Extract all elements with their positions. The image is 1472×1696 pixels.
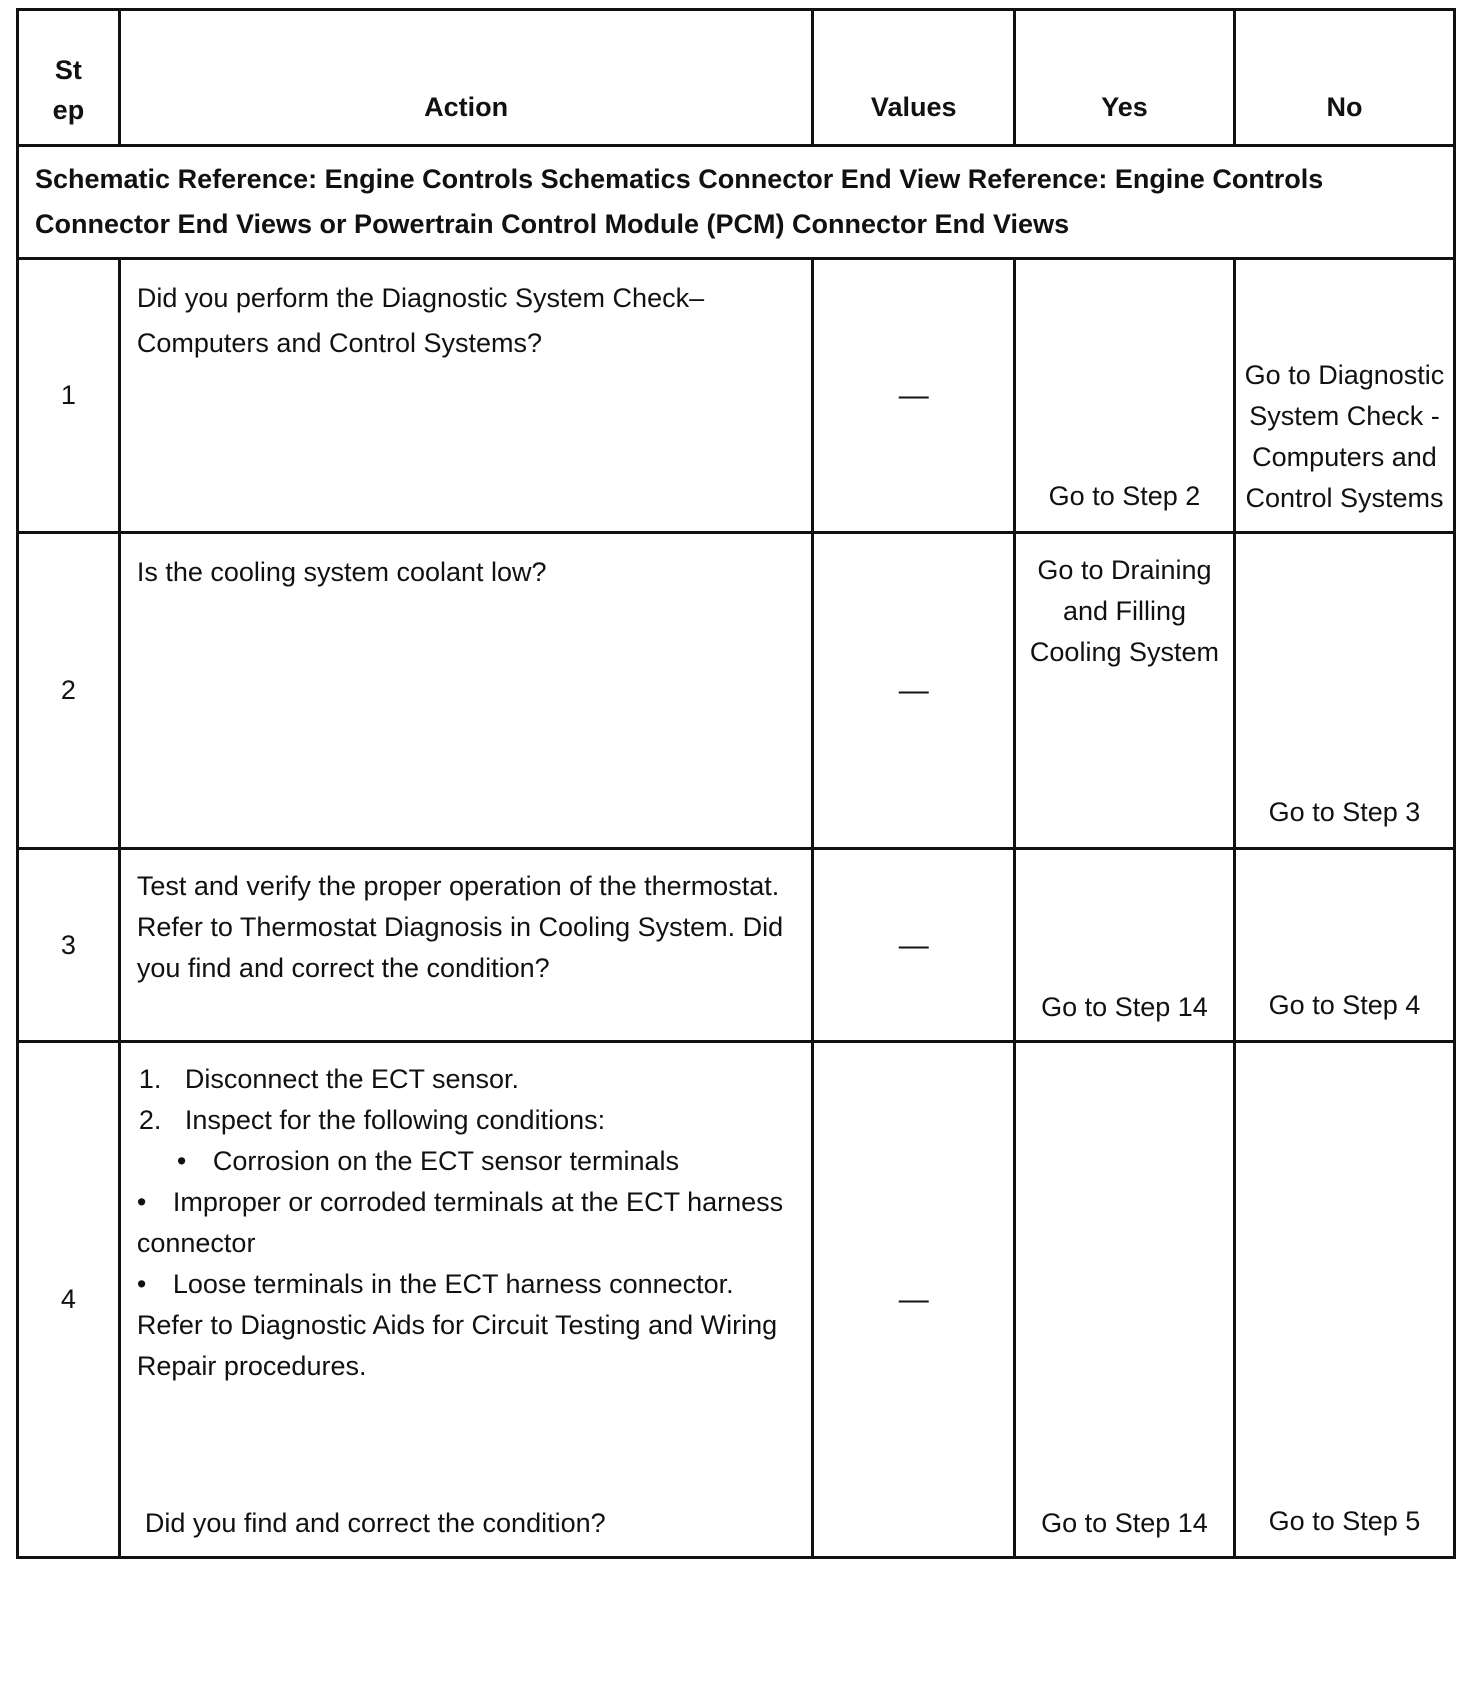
action-text: Is the cooling system coolant low? bbox=[119, 533, 813, 849]
action-question: Did you find and correct the condition? bbox=[144, 1508, 606, 1538]
schematic-reference: Schematic Reference: Engine Controls Schematics Connector End View Reference: Engine Controls Connector End Views or Powertrain Control Module (PCM) Connector End Views bbox=[18, 146, 1455, 259]
yes-cell: Go to Step 14 bbox=[1014, 1042, 1234, 1558]
header-row bbox=[18, 10, 1455, 146]
bullet-icon: • bbox=[136, 1187, 147, 1217]
no-cell: Go to Step 3 bbox=[1234, 533, 1454, 849]
action-text: Test and verify the proper operation of the thermostat. Refer to Thermostat Diagnosis in Cooling System. Did you find and correct the condition? bbox=[119, 849, 813, 1042]
step-number: 2 bbox=[18, 533, 120, 849]
step-number: 3 bbox=[18, 849, 120, 1042]
header-values: Values bbox=[813, 10, 1015, 146]
bullet-item bbox=[137, 1141, 796, 1182]
header-step bbox=[18, 10, 120, 146]
value-cell: — bbox=[813, 259, 1015, 533]
header-step-line1: St bbox=[54, 55, 82, 85]
header-yes: Yes bbox=[1014, 10, 1234, 146]
list-text: Inspect for the following conditions: bbox=[184, 1105, 606, 1135]
list-number: 1. bbox=[138, 1064, 162, 1094]
yes-cell: Go to Draining and Filling Cooling System bbox=[1014, 533, 1234, 849]
no-cell: Go to Step 5 bbox=[1234, 1042, 1454, 1558]
value-cell: — bbox=[813, 533, 1015, 849]
table-row bbox=[18, 1042, 1455, 1558]
bullet-text: Improper or corroded terminals at the ECT harness connector bbox=[136, 1187, 784, 1258]
list-item bbox=[137, 1100, 796, 1141]
yes-cell: Go to Step 2 bbox=[1014, 259, 1234, 533]
yes-cell: Go to Step 14 bbox=[1014, 849, 1234, 1042]
action-text: Did you perform the Diagnostic System Check–Computers and Control Systems? bbox=[119, 259, 813, 533]
action-cell bbox=[119, 1042, 813, 1558]
bullet-text: Corrosion on the ECT sensor terminals bbox=[212, 1146, 680, 1176]
list-text: Disconnect the ECT sensor. bbox=[184, 1064, 520, 1094]
table-row bbox=[18, 533, 1455, 849]
no-cell: Go to Diagnostic System Check - Computers and Control Systems bbox=[1234, 259, 1454, 533]
table-row bbox=[18, 259, 1455, 533]
list-item bbox=[137, 1059, 796, 1100]
value-cell: — bbox=[813, 849, 1015, 1042]
header-no: No bbox=[1234, 10, 1454, 146]
bullet-item bbox=[137, 1264, 796, 1387]
diagnostic-table bbox=[16, 8, 1456, 1559]
step-number: 4 bbox=[18, 1042, 120, 1558]
list-number: 2. bbox=[138, 1105, 162, 1135]
header-step-line2: ep bbox=[52, 95, 85, 125]
value-cell: — bbox=[813, 1042, 1015, 1558]
bullet-item bbox=[137, 1182, 796, 1264]
step-number: 1 bbox=[18, 259, 120, 533]
bullet-icon: • bbox=[136, 1269, 147, 1299]
bullet-text: Loose terminals in the ECT harness connector. Refer to Diagnostic Aids for Circuit Testing and Wiring Repair procedures. bbox=[136, 1269, 778, 1381]
bullet-icon: • bbox=[176, 1146, 187, 1176]
header-action: Action bbox=[119, 10, 813, 146]
table-row bbox=[18, 849, 1455, 1042]
reference-row bbox=[18, 146, 1455, 259]
no-cell: Go to Step 4 bbox=[1234, 849, 1454, 1042]
